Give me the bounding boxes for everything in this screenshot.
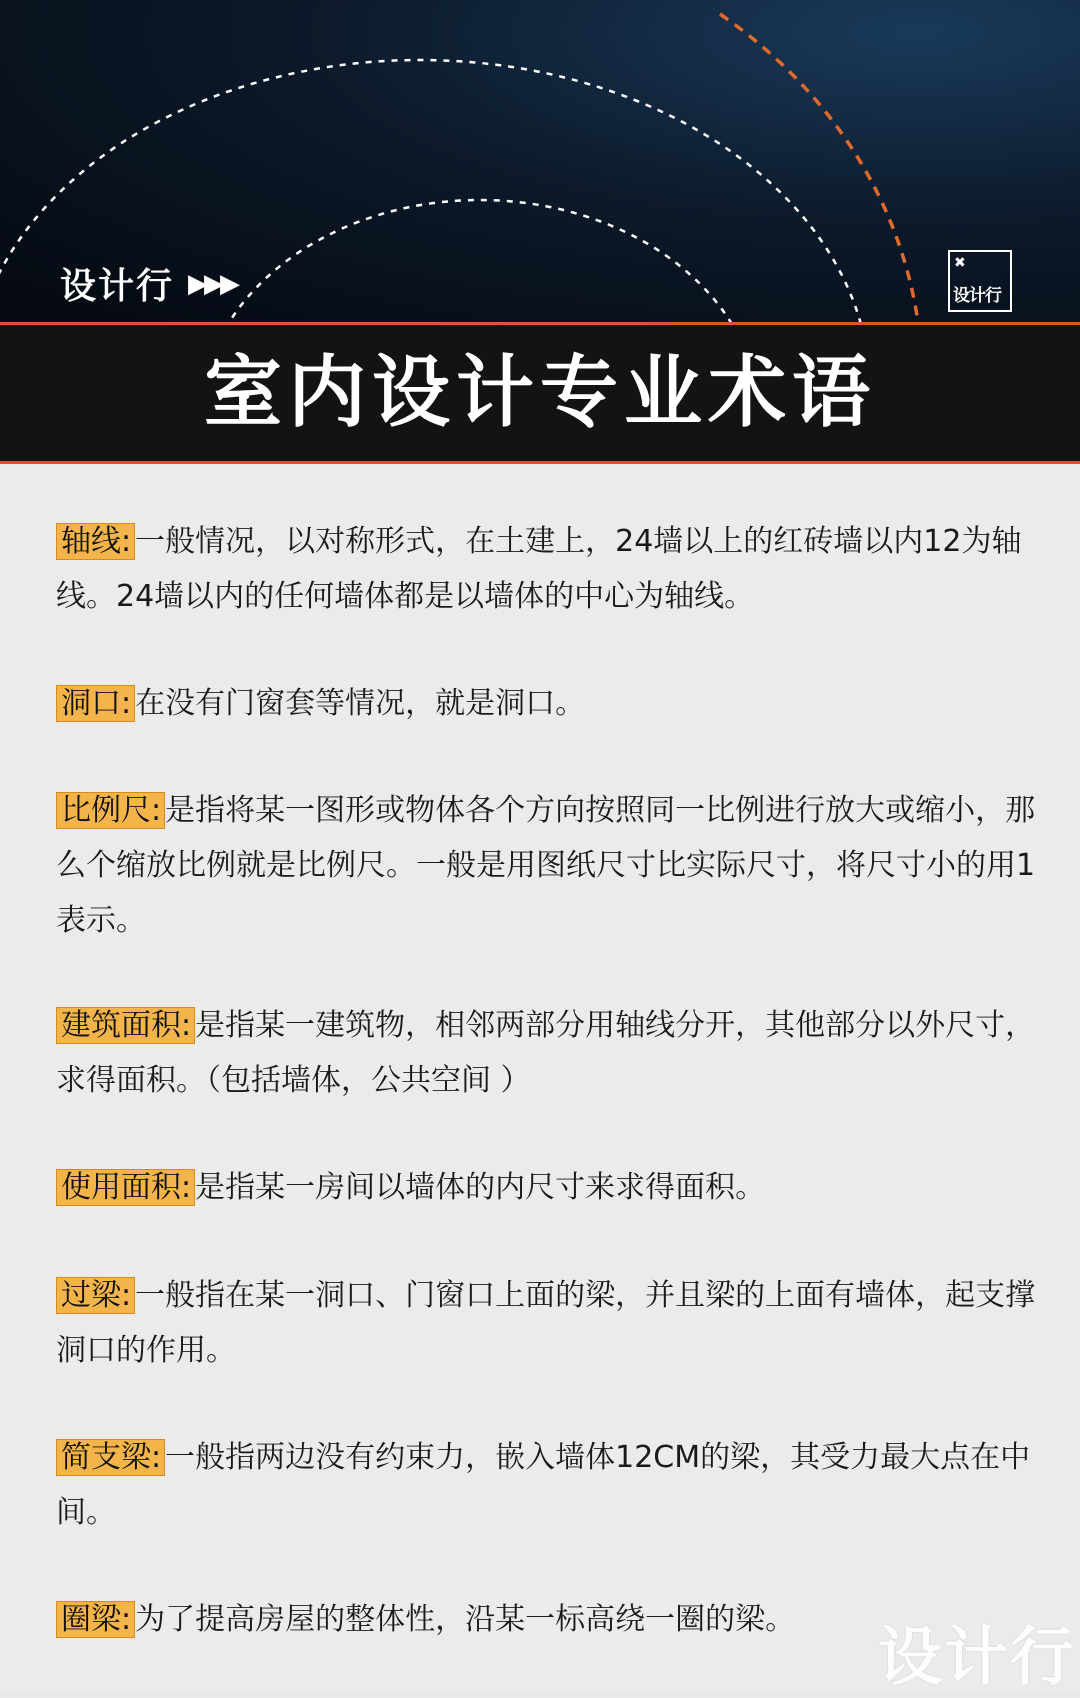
term-item bbox=[56, 514, 1040, 624]
logo-mark-icon: ✖ bbox=[954, 255, 966, 271]
term-definition: 在没有门窗套等情况，就是洞口。 bbox=[135, 686, 586, 721]
header-banner bbox=[0, 0, 1080, 322]
term-label: 圈梁: bbox=[56, 1601, 135, 1638]
term-label: 过梁: bbox=[56, 1277, 135, 1314]
watermark: 设计行 bbox=[878, 1621, 1076, 1695]
term-definition: 一般指两边没有约束力，嵌入墙体12CM的梁，其受力最大点在中间。 bbox=[56, 1440, 1031, 1530]
arrows-icon: ▶▶▶ bbox=[188, 268, 237, 299]
term-label: 洞口: bbox=[56, 685, 135, 722]
title-band bbox=[0, 322, 1080, 464]
term-item bbox=[56, 1160, 1040, 1215]
term-item bbox=[56, 783, 1040, 948]
term-label: 轴线: bbox=[56, 523, 135, 560]
term-item bbox=[56, 1430, 1040, 1540]
term-definition: 为了提高房屋的整体性，沿某一标高绕一圈的梁。 bbox=[135, 1602, 796, 1637]
term-definition: 是指将某一图形或物体各个方向按照同一比例进行放大或缩小，那么个缩放比例就是比例尺。一般是用图纸尺寸比实际尺寸，将尺寸小的用1表示。 bbox=[56, 793, 1036, 938]
term-definition: 是指某一建筑物，相邻两部分用轴线分开，其他部分以外尺寸，求得面积。（包括墙体，公共空间 ） bbox=[56, 1008, 1036, 1098]
term-definition: 是指某一房间以墙体的内尺寸来求得面积。 bbox=[195, 1170, 766, 1205]
term-definition: 一般情况，以对称形式，在土建上，24墙以上的红砖墙以内12为轴线。24墙以内的任何墙体都是以墙体的中心为轴线。 bbox=[56, 524, 1022, 614]
brand-text: 设计行 bbox=[60, 266, 175, 307]
term-label: 比例尺: bbox=[56, 792, 165, 829]
term-label: 使用面积: bbox=[56, 1169, 195, 1206]
term-item bbox=[56, 1268, 1040, 1378]
term-label: 简支梁: bbox=[56, 1439, 165, 1476]
page-title: 室内设计专业术语 bbox=[203, 348, 876, 438]
term-item bbox=[56, 676, 1040, 731]
logo-text: 设计行 bbox=[953, 286, 1001, 306]
logo bbox=[948, 250, 1012, 312]
term-item bbox=[56, 998, 1040, 1108]
term-label: 建筑面积: bbox=[56, 1007, 195, 1044]
term-definition: 一般指在某一洞口、门窗口上面的梁，并且梁的上面有墙体，起支撑洞口的作用。 bbox=[56, 1278, 1036, 1368]
brand-label bbox=[60, 258, 236, 309]
